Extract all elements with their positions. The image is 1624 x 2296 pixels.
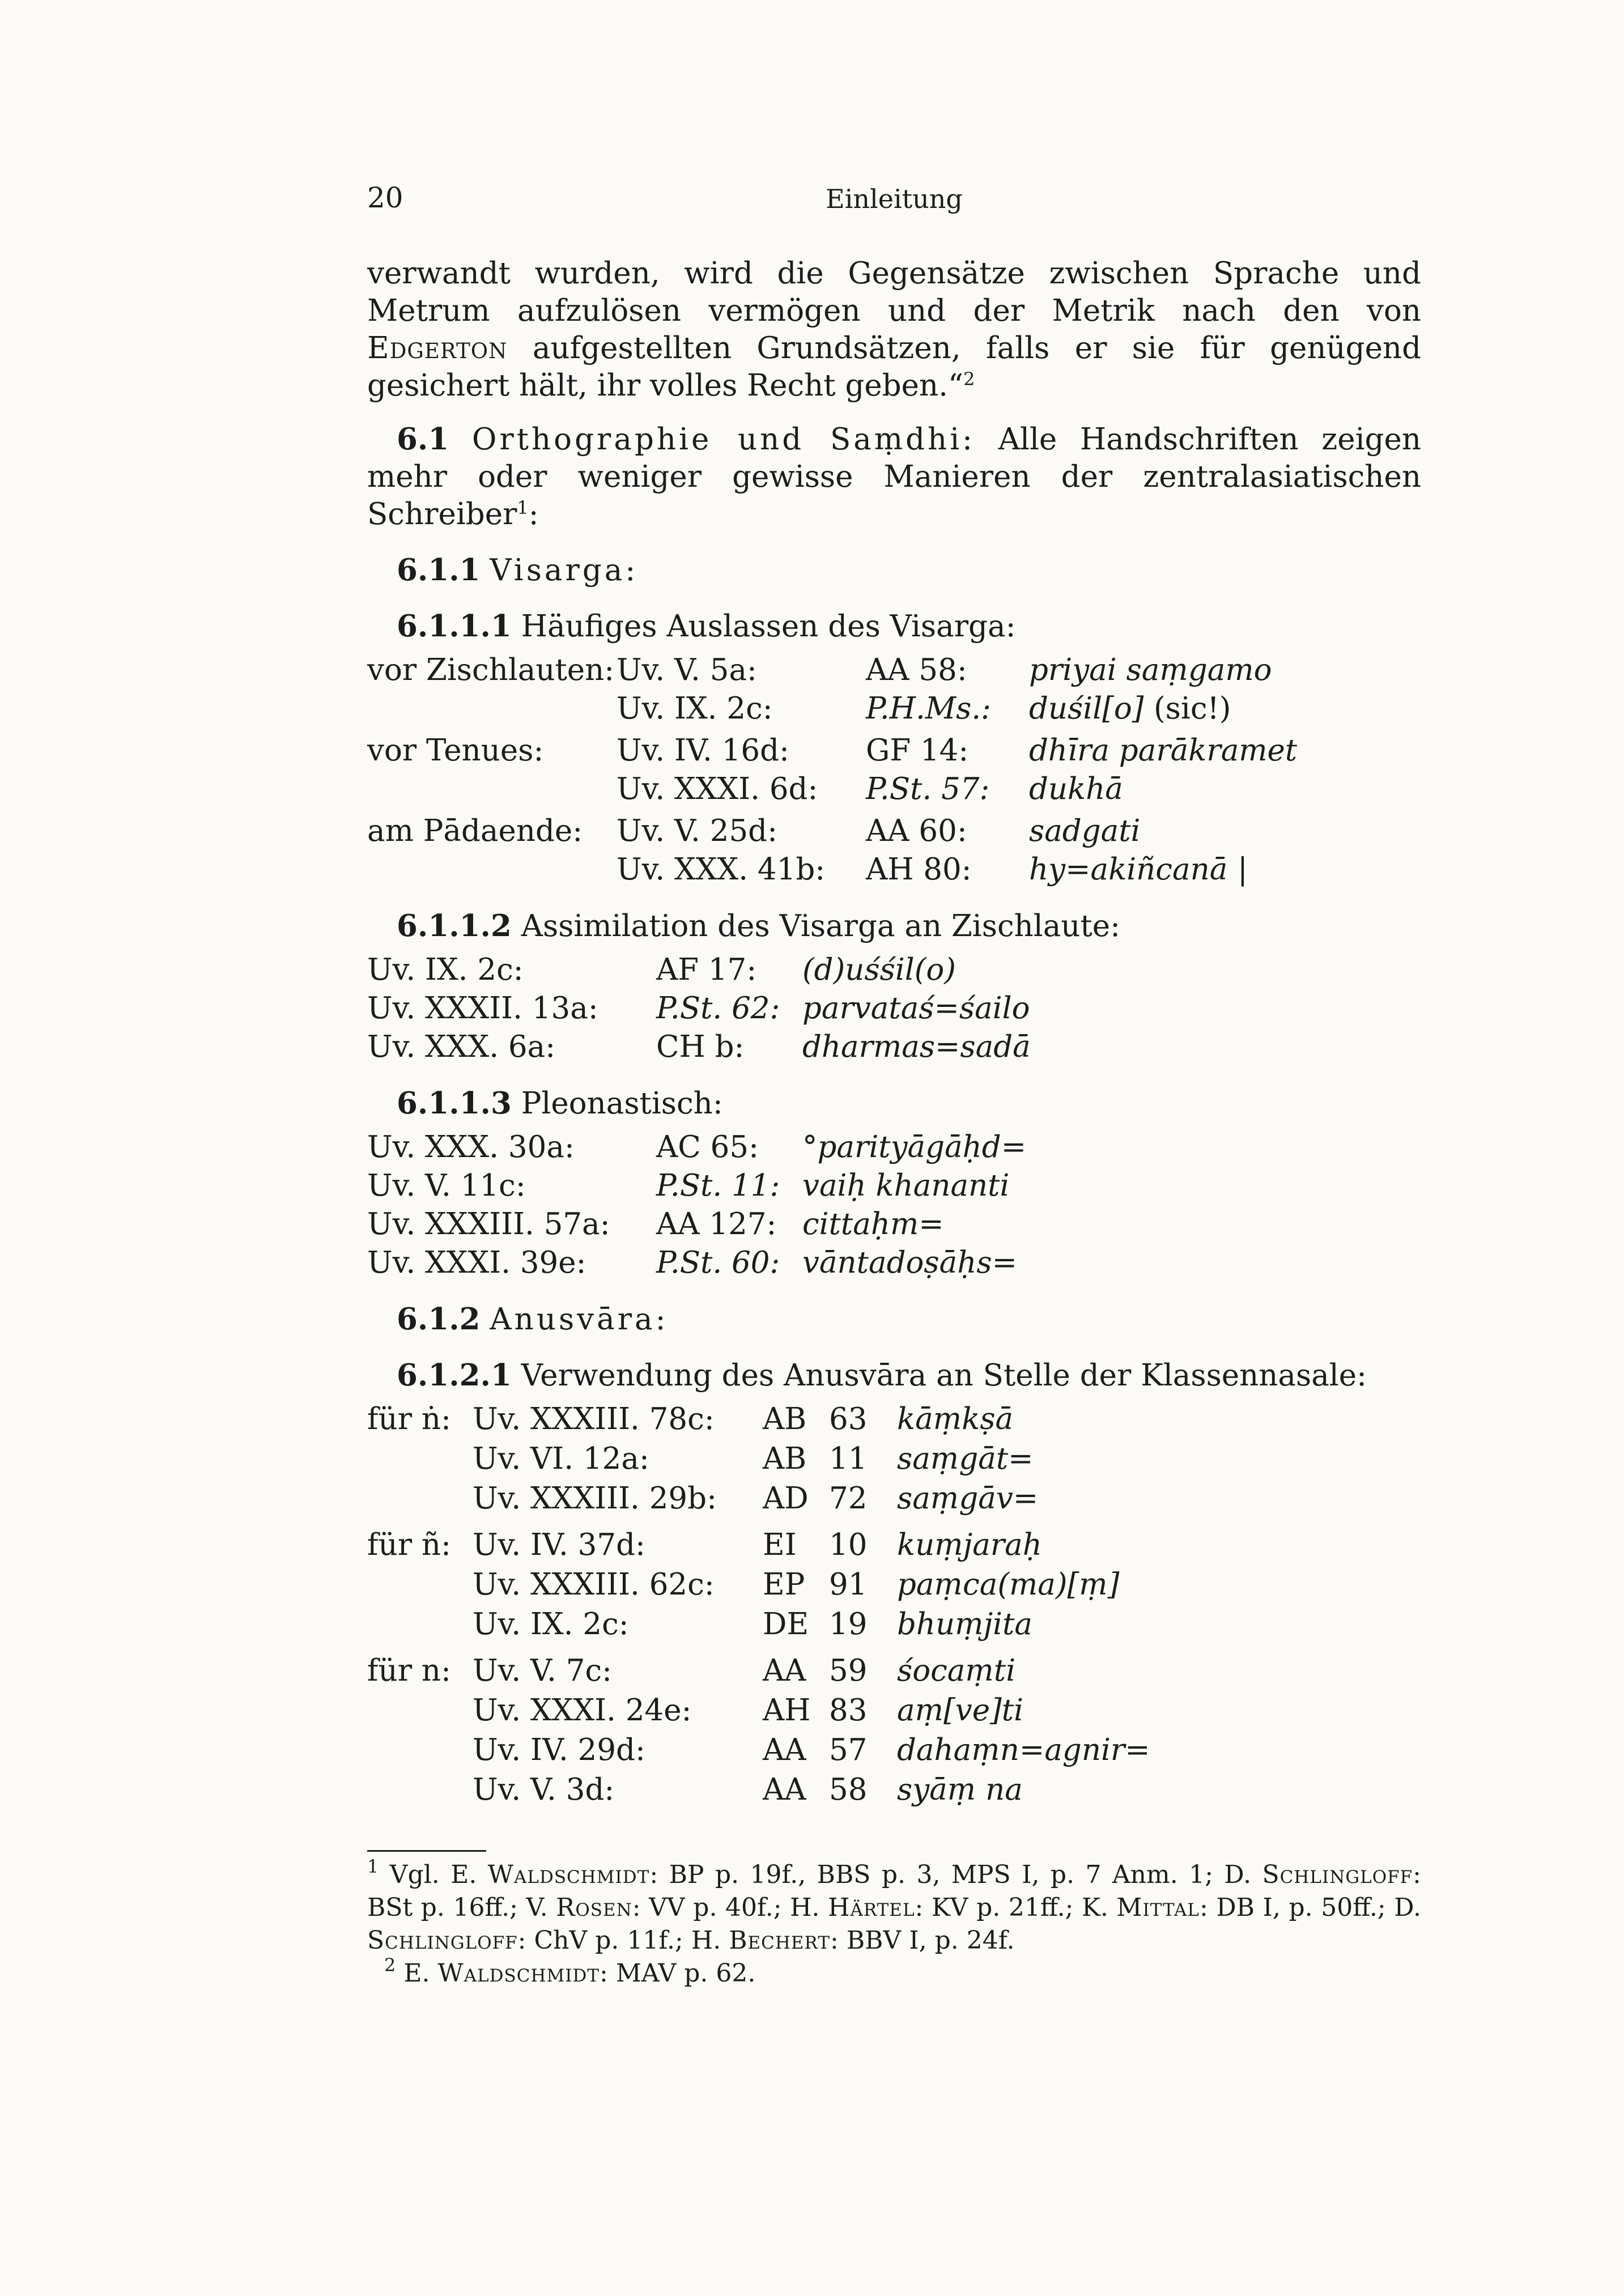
row-label: vor Tenues: <box>367 733 544 768</box>
uv-reference: Uv. XXXI. 39e: <box>367 1245 586 1280</box>
manuscript-number: 83 <box>829 1693 868 1728</box>
manuscript-id: GF 14: <box>866 733 969 768</box>
manuscript-id: AC 65: <box>656 1130 759 1164</box>
heading-6-1-2-1 <box>367 1357 1421 1394</box>
sanskrit-form: dhīra parākramet <box>1029 733 1298 768</box>
footnote-1 <box>367 1856 1421 1957</box>
fn-text: : BBV I, p. 24f. <box>830 1926 1015 1955</box>
sanskrit-form: aṃ[ve]ti <box>897 1693 1024 1728</box>
heading-number: 6.1.2.1 <box>397 1358 512 1393</box>
table-row <box>367 1400 1421 1440</box>
table-row <box>367 1205 1421 1244</box>
group-label: für n: <box>367 1653 451 1688</box>
footnote-mark: 1 <box>367 1856 379 1877</box>
manuscript-id: AA 60: <box>866 814 967 848</box>
intro-paragraph <box>367 255 1421 405</box>
sanskrit-form: dukhā <box>1029 772 1123 806</box>
heading-number: 6.1.1 <box>397 552 481 588</box>
sanskrit-form: dahaṃn=agnir= <box>897 1733 1150 1767</box>
table-visarga-omission <box>367 651 1421 889</box>
section-title: Orthographie und Saṃdhi: <box>471 422 975 457</box>
table-row <box>367 651 1421 690</box>
fn-author: Bechert <box>729 1926 831 1955</box>
heading-title: Verwendung des Anusvāra an Stelle der Klassennasale: <box>521 1358 1367 1393</box>
uv-reference: Uv. IX. 2c: <box>367 953 524 987</box>
section-text-end: : <box>528 497 539 532</box>
uv-reference: Uv. V. 11c: <box>367 1168 526 1203</box>
uv-reference: Uv. XXX. 41b: <box>617 852 826 887</box>
manuscript-id: P.St. 62: <box>656 991 780 1026</box>
sanskrit-form: saṃgāv= <box>897 1481 1039 1516</box>
table-row <box>367 1167 1421 1205</box>
uv-reference: Uv. IX. 2c: <box>473 1607 629 1642</box>
manuscript-id: AB <box>763 1402 807 1436</box>
sanskrit-form: sadgati <box>1029 814 1141 848</box>
intro-text-a: verwandt wurden, wird die Gegensätze zwischen Sprache und Metrum aufzulösen vermögen und der Metrik nach den von <box>367 256 1421 328</box>
table-row <box>367 1526 1421 1566</box>
manuscript-number: 72 <box>829 1481 868 1516</box>
uv-reference: Uv. XXX. 6a: <box>367 1030 556 1064</box>
table-anusvara <box>367 1400 1421 1810</box>
sanskrit-form: saṃgāt= <box>897 1442 1034 1476</box>
uv-reference: Uv. XXXIII. 29b: <box>473 1481 717 1516</box>
footnote-ref-1: 1 <box>517 497 529 518</box>
heading-6-1-1-2 <box>367 907 1421 945</box>
fn-text: : ChV p. 11f.; H. <box>517 1926 729 1955</box>
section-text: Alle Handschriften zeigen mehr oder weniger gewisse Manieren der zentralasiatischen Schreiber <box>367 422 1421 532</box>
manuscript-id: P.St. 11: <box>656 1168 780 1203</box>
uv-reference: Uv. XXXI. 24e: <box>473 1693 692 1728</box>
uv-reference: Uv. XXXII. 13a: <box>367 991 598 1026</box>
sanskrit-form: hy=akiñcanā <box>1029 852 1228 887</box>
footnote-ref-2: 2 <box>963 368 975 390</box>
uv-reference: Uv. XXX. 30a: <box>367 1130 575 1164</box>
uv-reference: Uv. IV. 16d: <box>617 733 789 768</box>
manuscript-number: 19 <box>829 1607 868 1642</box>
sanskrit-form: syāṃ na <box>897 1772 1023 1807</box>
uv-reference: Uv. V. 5a: <box>617 653 757 687</box>
sanskrit-form: vāntadoṣāḥs= <box>802 1245 1017 1280</box>
heading-6-1-1 <box>367 551 1421 589</box>
manuscript-id: AB <box>763 1442 807 1476</box>
fn-text: : BP p. 19f., BBS p. 3, MPS I, p. 7 Anm. 1; D. <box>649 1860 1262 1889</box>
heading-6-1-1-3 <box>367 1085 1421 1123</box>
manuscript-number: 91 <box>829 1567 868 1602</box>
table-row <box>367 951 1421 989</box>
footnote-2 <box>367 1954 1421 1990</box>
table-row <box>367 812 1421 851</box>
fn-author: Waldschmidt <box>437 1959 600 1988</box>
manuscript-id: DE <box>763 1607 809 1642</box>
manuscript-id: AA <box>763 1772 806 1807</box>
group-label: für ṅ: <box>367 1402 451 1436</box>
footnote-rule <box>367 1850 486 1852</box>
sanskrit-form: priyai saṃgamo <box>1029 653 1272 687</box>
heading-number: 6.1.1.3 <box>397 1086 512 1121</box>
table-row <box>367 1244 1421 1282</box>
manuscript-number: 63 <box>829 1402 868 1436</box>
heading-title: Anusvāra: <box>490 1302 669 1337</box>
page-number: 20 <box>367 181 403 214</box>
manuscript-id: AA 127: <box>656 1207 777 1241</box>
heading-number: 6.1.1.1 <box>397 609 512 644</box>
intro-text-b: aufgestellten Grundsätzen, falls er sie für genügend gesichert hält, ihr volles Recht geben.“ <box>367 331 1421 403</box>
sanskrit-form: śocaṃti <box>897 1653 1016 1688</box>
fn-author: Schlingloff <box>367 1926 518 1955</box>
fn-author: Schlingloff <box>1262 1860 1413 1889</box>
footnote-mark: 2 <box>384 1954 396 1976</box>
manuscript-id: AF 17: <box>656 953 757 987</box>
table-row <box>367 732 1421 770</box>
fn-text: : VV p. 40f.; H. <box>632 1893 828 1922</box>
fn-author: Rosen <box>556 1893 632 1922</box>
table-row <box>367 1731 1421 1771</box>
manuscript-id: AA <box>763 1733 806 1767</box>
row-label: vor Zischlauten: <box>367 653 615 687</box>
fn-author: Härtel <box>828 1893 915 1922</box>
heading-number: 6.1.1.2 <box>397 908 512 943</box>
fn-text: : DB I, p. 50ff.; D. <box>1199 1893 1421 1922</box>
sanskrit-form: paṃca(ma)[ṃ] <box>897 1567 1120 1602</box>
manuscript-id: P.St. 60: <box>656 1245 780 1280</box>
heading-title: Häufiges Auslassen des Visarga: <box>521 609 1016 644</box>
table-visarga-assimilation <box>367 951 1421 1066</box>
uv-reference: Uv. VI. 12a: <box>473 1442 649 1476</box>
fn-text: E. <box>403 1959 438 1988</box>
manuscript-id: AH <box>763 1693 811 1728</box>
sanskrit-form: (d)uśśil(o) <box>802 953 956 987</box>
manuscript-id: AA 58: <box>866 653 967 687</box>
sanskrit-form: vaiḥ khananti <box>802 1168 1010 1203</box>
table-row <box>367 1128 1421 1167</box>
manuscript-number: 58 <box>829 1772 868 1807</box>
note: (sic!) <box>1154 691 1231 726</box>
table-row <box>367 690 1421 728</box>
fn-text: : KV p. 21ff.; K. <box>915 1893 1117 1922</box>
table-row <box>367 1691 1421 1731</box>
sanskrit-form: duśil[o] <box>1029 691 1144 726</box>
row-label: am Pādaende: <box>367 814 583 848</box>
manuscript-number: 10 <box>829 1528 868 1562</box>
table-row <box>367 989 1421 1028</box>
table-row <box>367 1605 1421 1645</box>
uv-reference: Uv. IV. 37d: <box>473 1528 645 1562</box>
sanskrit-form: °parityāgāḥd= <box>802 1130 1027 1164</box>
manuscript-id: EP <box>763 1567 805 1602</box>
author-edgerton: Edgerton <box>367 331 508 365</box>
manuscript-number: 11 <box>829 1442 868 1476</box>
fn-text: Vgl. E. <box>389 1860 488 1889</box>
manuscript-number: 57 <box>829 1733 868 1767</box>
heading-title: Visarga: <box>490 553 639 588</box>
uv-reference: Uv. XXXIII. 62c: <box>473 1567 715 1602</box>
page-header <box>367 181 1421 215</box>
section-number: 6.1 <box>397 422 449 457</box>
fn-author: Mittal <box>1116 1893 1200 1922</box>
manuscript-number: 59 <box>829 1653 868 1688</box>
book-page <box>367 181 1421 1990</box>
sanskrit-form: cittaḥm= <box>802 1207 944 1241</box>
sanskrit-form: parvataś=śailo <box>802 991 1030 1026</box>
table-row <box>367 1440 1421 1479</box>
sanskrit-form: kāṃkṣā <box>897 1402 1014 1436</box>
uv-reference: Uv. IX. 2c: <box>617 691 773 726</box>
table-row <box>367 1771 1421 1810</box>
group-label: für ñ: <box>367 1528 451 1562</box>
sanskrit-form: dharmas=sadā <box>802 1030 1031 1064</box>
manuscript-id: P.H.Ms.: <box>866 691 992 726</box>
manuscript-id: AH 80: <box>866 852 972 887</box>
manuscript-id: AA <box>763 1653 806 1688</box>
uv-reference: Uv. IV. 29d: <box>473 1733 645 1767</box>
heading-number: 6.1.2 <box>397 1302 481 1337</box>
table-row <box>367 1028 1421 1066</box>
sanskrit-form: kuṃjaraḥ <box>897 1528 1042 1562</box>
sanskrit-form: bhuṃjita <box>897 1607 1032 1642</box>
uv-reference: Uv. V. 25d: <box>617 814 777 848</box>
section-6-1-paragraph <box>367 420 1421 533</box>
manuscript-id: EI <box>763 1528 797 1562</box>
fn-text: : BSt p. 16ff.; V. <box>367 1860 1421 1922</box>
note: | <box>1238 852 1248 887</box>
uv-reference: Uv. V. 7c: <box>473 1653 612 1688</box>
table-pleonastic <box>367 1128 1421 1282</box>
heading-title: Pleonastisch: <box>521 1086 723 1121</box>
heading-6-1-2 <box>367 1300 1421 1338</box>
uv-reference: Uv. XXXIII. 57a: <box>367 1207 610 1241</box>
uv-reference: Uv. V. 3d: <box>473 1772 615 1807</box>
manuscript-id: P.St. 57: <box>866 772 990 806</box>
table-row <box>367 770 1421 809</box>
manuscript-id: CH b: <box>656 1030 745 1064</box>
table-row <box>367 1652 1421 1691</box>
table-row <box>367 1479 1421 1519</box>
uv-reference: Uv. XXXIII. 78c: <box>473 1402 715 1436</box>
uv-reference: Uv. XXXI. 6d: <box>617 772 818 806</box>
manuscript-id: AD <box>763 1481 809 1516</box>
table-row <box>367 851 1421 889</box>
heading-title: Assimilation des Visarga an Zischlaute: <box>521 909 1120 943</box>
running-title: Einleitung <box>826 184 963 214</box>
heading-6-1-1-1 <box>367 607 1421 645</box>
fn-text: : MAV p. 62. <box>600 1959 756 1988</box>
fn-author: Waldschmidt <box>487 1860 650 1889</box>
table-row <box>367 1566 1421 1605</box>
